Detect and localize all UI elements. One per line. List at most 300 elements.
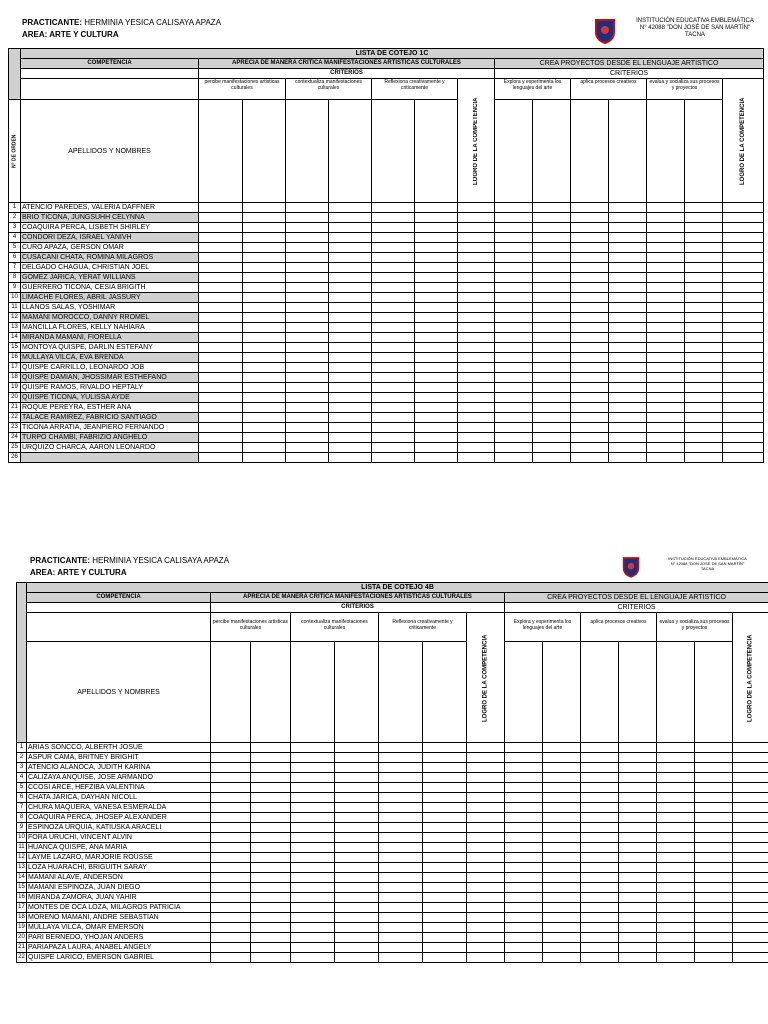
score-cell[interactable] [251, 933, 291, 943]
score-cell[interactable] [379, 883, 423, 893]
score-cell[interactable] [372, 343, 415, 353]
score-cell[interactable] [329, 263, 372, 273]
score-cell[interactable] [657, 763, 695, 773]
score-cell[interactable] [372, 223, 415, 233]
score-cell[interactable] [415, 323, 458, 333]
score-cell[interactable] [495, 283, 533, 293]
score-cell[interactable] [685, 443, 723, 453]
score-cell[interactable] [581, 833, 619, 843]
score-cell[interactable] [495, 393, 533, 403]
score-cell[interactable] [685, 353, 723, 363]
score-cell[interactable] [379, 853, 423, 863]
score-cell[interactable] [291, 813, 335, 823]
score-cell[interactable] [695, 823, 733, 833]
score-cell[interactable] [685, 263, 723, 273]
score-cell[interactable] [329, 253, 372, 263]
score-cell[interactable] [415, 303, 458, 313]
score-cell[interactable] [251, 893, 291, 903]
score-cell[interactable] [581, 793, 619, 803]
score-cell[interactable] [458, 283, 495, 293]
score-cell[interactable] [286, 443, 329, 453]
score-cell[interactable] [571, 453, 609, 463]
score-cell[interactable] [505, 793, 543, 803]
score-cell[interactable] [415, 273, 458, 283]
score-cell[interactable] [543, 873, 581, 883]
score-cell[interactable] [543, 953, 581, 963]
score-cell[interactable] [495, 293, 533, 303]
score-cell[interactable] [533, 213, 571, 223]
score-cell[interactable] [609, 343, 647, 353]
score-cell[interactable] [495, 223, 533, 233]
score-cell[interactable] [733, 873, 768, 883]
score-cell[interactable] [733, 863, 768, 873]
score-cell[interactable] [415, 413, 458, 423]
score-cell[interactable] [657, 813, 695, 823]
score-cell[interactable] [581, 823, 619, 833]
score-cell[interactable] [657, 883, 695, 893]
score-cell[interactable] [243, 323, 286, 333]
score-cell[interactable] [415, 443, 458, 453]
score-cell[interactable] [335, 933, 379, 943]
score-cell[interactable] [581, 803, 619, 813]
score-cell[interactable] [543, 823, 581, 833]
score-cell[interactable] [695, 903, 733, 913]
score-cell[interactable] [243, 413, 286, 423]
score-cell[interactable] [619, 783, 657, 793]
score-cell[interactable] [685, 343, 723, 353]
score-cell[interactable] [415, 423, 458, 433]
score-cell[interactable] [199, 433, 243, 443]
score-cell[interactable] [609, 303, 647, 313]
score-cell[interactable] [647, 303, 685, 313]
score-cell[interactable] [723, 433, 764, 443]
score-cell[interactable] [211, 833, 251, 843]
score-cell[interactable] [695, 863, 733, 873]
score-cell[interactable] [199, 313, 243, 323]
score-cell[interactable] [199, 333, 243, 343]
score-cell[interactable] [647, 233, 685, 243]
score-cell[interactable] [505, 813, 543, 823]
score-cell[interactable] [211, 843, 251, 853]
score-cell[interactable] [733, 903, 768, 913]
score-cell[interactable] [495, 443, 533, 453]
score-cell[interactable] [647, 283, 685, 293]
score-cell[interactable] [619, 933, 657, 943]
score-cell[interactable] [723, 393, 764, 403]
score-cell[interactable] [211, 883, 251, 893]
score-cell[interactable] [543, 913, 581, 923]
score-cell[interactable] [415, 353, 458, 363]
score-cell[interactable] [329, 433, 372, 443]
score-cell[interactable] [723, 383, 764, 393]
score-cell[interactable] [335, 763, 379, 773]
score-cell[interactable] [505, 763, 543, 773]
score-cell[interactable] [685, 383, 723, 393]
score-cell[interactable] [291, 943, 335, 953]
score-cell[interactable] [647, 343, 685, 353]
score-cell[interactable] [609, 313, 647, 323]
score-cell[interactable] [609, 403, 647, 413]
score-cell[interactable] [505, 843, 543, 853]
score-cell[interactable] [251, 883, 291, 893]
score-cell[interactable] [372, 433, 415, 443]
score-cell[interactable] [251, 793, 291, 803]
score-cell[interactable] [619, 793, 657, 803]
score-cell[interactable] [251, 743, 291, 753]
score-cell[interactable] [647, 413, 685, 423]
score-cell[interactable] [251, 873, 291, 883]
score-cell[interactable] [329, 313, 372, 323]
score-cell[interactable] [571, 353, 609, 363]
score-cell[interactable] [533, 223, 571, 233]
score-cell[interactable] [723, 373, 764, 383]
score-cell[interactable] [647, 423, 685, 433]
score-cell[interactable] [458, 353, 495, 363]
score-cell[interactable] [695, 813, 733, 823]
score-cell[interactable] [695, 853, 733, 863]
score-cell[interactable] [291, 743, 335, 753]
score-cell[interactable] [423, 883, 467, 893]
score-cell[interactable] [533, 403, 571, 413]
score-cell[interactable] [609, 353, 647, 363]
score-cell[interactable] [647, 203, 685, 213]
score-cell[interactable] [291, 913, 335, 923]
score-cell[interactable] [657, 743, 695, 753]
score-cell[interactable] [657, 923, 695, 933]
score-cell[interactable] [647, 403, 685, 413]
score-cell[interactable] [543, 853, 581, 863]
score-cell[interactable] [657, 903, 695, 913]
score-cell[interactable] [199, 293, 243, 303]
score-cell[interactable] [467, 883, 505, 893]
score-cell[interactable] [291, 923, 335, 933]
score-cell[interactable] [372, 393, 415, 403]
score-cell[interactable] [379, 773, 423, 783]
score-cell[interactable] [199, 303, 243, 313]
score-cell[interactable] [505, 913, 543, 923]
score-cell[interactable] [199, 413, 243, 423]
score-cell[interactable] [199, 453, 243, 463]
score-cell[interactable] [695, 883, 733, 893]
score-cell[interactable] [211, 853, 251, 863]
score-cell[interactable] [423, 803, 467, 813]
score-cell[interactable] [733, 883, 768, 893]
score-cell[interactable] [723, 253, 764, 263]
score-cell[interactable] [458, 263, 495, 273]
score-cell[interactable] [251, 863, 291, 873]
score-cell[interactable] [543, 763, 581, 773]
score-cell[interactable] [211, 873, 251, 883]
score-cell[interactable] [571, 313, 609, 323]
score-cell[interactable] [286, 353, 329, 363]
score-cell[interactable] [335, 813, 379, 823]
score-cell[interactable] [733, 793, 768, 803]
score-cell[interactable] [533, 343, 571, 353]
score-cell[interactable] [291, 823, 335, 833]
score-cell[interactable] [581, 933, 619, 943]
score-cell[interactable] [286, 323, 329, 333]
score-cell[interactable] [685, 313, 723, 323]
score-cell[interactable] [286, 453, 329, 463]
score-cell[interactable] [415, 243, 458, 253]
score-cell[interactable] [619, 873, 657, 883]
score-cell[interactable] [286, 213, 329, 223]
score-cell[interactable] [243, 383, 286, 393]
score-cell[interactable] [291, 863, 335, 873]
score-cell[interactable] [619, 853, 657, 863]
score-cell[interactable] [571, 283, 609, 293]
score-cell[interactable] [695, 793, 733, 803]
score-cell[interactable] [609, 213, 647, 223]
score-cell[interactable] [619, 803, 657, 813]
score-cell[interactable] [335, 853, 379, 863]
score-cell[interactable] [647, 253, 685, 263]
score-cell[interactable] [251, 923, 291, 933]
score-cell[interactable] [495, 253, 533, 263]
score-cell[interactable] [243, 233, 286, 243]
score-cell[interactable] [291, 893, 335, 903]
score-cell[interactable] [495, 403, 533, 413]
score-cell[interactable] [243, 283, 286, 293]
score-cell[interactable] [372, 273, 415, 283]
score-cell[interactable] [723, 273, 764, 283]
score-cell[interactable] [695, 783, 733, 793]
score-cell[interactable] [291, 793, 335, 803]
score-cell[interactable] [458, 393, 495, 403]
score-cell[interactable] [211, 773, 251, 783]
score-cell[interactable] [199, 253, 243, 263]
score-cell[interactable] [415, 283, 458, 293]
score-cell[interactable] [581, 893, 619, 903]
score-cell[interactable] [286, 303, 329, 313]
score-cell[interactable] [329, 443, 372, 453]
score-cell[interactable] [335, 773, 379, 783]
score-cell[interactable] [723, 233, 764, 243]
score-cell[interactable] [733, 943, 768, 953]
score-cell[interactable] [581, 883, 619, 893]
score-cell[interactable] [415, 333, 458, 343]
score-cell[interactable] [543, 863, 581, 873]
score-cell[interactable] [533, 253, 571, 263]
score-cell[interactable] [723, 263, 764, 273]
score-cell[interactable] [695, 943, 733, 953]
score-cell[interactable] [199, 383, 243, 393]
score-cell[interactable] [723, 213, 764, 223]
score-cell[interactable] [458, 323, 495, 333]
score-cell[interactable] [423, 813, 467, 823]
score-cell[interactable] [291, 883, 335, 893]
score-cell[interactable] [571, 423, 609, 433]
score-cell[interactable] [609, 293, 647, 303]
score-cell[interactable] [581, 903, 619, 913]
score-cell[interactable] [533, 233, 571, 243]
score-cell[interactable] [505, 923, 543, 933]
score-cell[interactable] [372, 413, 415, 423]
score-cell[interactable] [329, 213, 372, 223]
score-cell[interactable] [329, 393, 372, 403]
score-cell[interactable] [685, 253, 723, 263]
score-cell[interactable] [458, 203, 495, 213]
score-cell[interactable] [335, 783, 379, 793]
score-cell[interactable] [685, 363, 723, 373]
score-cell[interactable] [505, 893, 543, 903]
score-cell[interactable] [695, 923, 733, 933]
score-cell[interactable] [291, 873, 335, 883]
score-cell[interactable] [733, 853, 768, 863]
score-cell[interactable] [251, 763, 291, 773]
score-cell[interactable] [415, 343, 458, 353]
score-cell[interactable] [581, 753, 619, 763]
score-cell[interactable] [423, 753, 467, 763]
score-cell[interactable] [581, 773, 619, 783]
score-cell[interactable] [372, 313, 415, 323]
score-cell[interactable] [329, 383, 372, 393]
score-cell[interactable] [199, 363, 243, 373]
score-cell[interactable] [467, 813, 505, 823]
score-cell[interactable] [505, 853, 543, 863]
score-cell[interactable] [251, 753, 291, 763]
score-cell[interactable] [415, 403, 458, 413]
score-cell[interactable] [571, 203, 609, 213]
score-cell[interactable] [458, 363, 495, 373]
score-cell[interactable] [685, 233, 723, 243]
score-cell[interactable] [647, 243, 685, 253]
score-cell[interactable] [379, 933, 423, 943]
score-cell[interactable] [685, 433, 723, 443]
score-cell[interactable] [571, 433, 609, 443]
score-cell[interactable] [243, 293, 286, 303]
score-cell[interactable] [733, 893, 768, 903]
score-cell[interactable] [505, 783, 543, 793]
score-cell[interactable] [415, 433, 458, 443]
score-cell[interactable] [581, 913, 619, 923]
score-cell[interactable] [619, 953, 657, 963]
score-cell[interactable] [286, 293, 329, 303]
score-cell[interactable] [423, 853, 467, 863]
score-cell[interactable] [415, 263, 458, 273]
score-cell[interactable] [458, 273, 495, 283]
score-cell[interactable] [423, 913, 467, 923]
score-cell[interactable] [291, 833, 335, 843]
score-cell[interactable] [415, 393, 458, 403]
score-cell[interactable] [199, 373, 243, 383]
score-cell[interactable] [379, 943, 423, 953]
score-cell[interactable] [571, 443, 609, 453]
score-cell[interactable] [543, 943, 581, 953]
score-cell[interactable] [379, 783, 423, 793]
score-cell[interactable] [723, 453, 764, 463]
score-cell[interactable] [335, 753, 379, 763]
score-cell[interactable] [723, 413, 764, 423]
score-cell[interactable] [647, 273, 685, 283]
score-cell[interactable] [495, 333, 533, 343]
score-cell[interactable] [581, 853, 619, 863]
score-cell[interactable] [619, 883, 657, 893]
score-cell[interactable] [733, 833, 768, 843]
score-cell[interactable] [495, 233, 533, 243]
score-cell[interactable] [379, 893, 423, 903]
score-cell[interactable] [685, 373, 723, 383]
score-cell[interactable] [533, 273, 571, 283]
score-cell[interactable] [335, 913, 379, 923]
score-cell[interactable] [291, 783, 335, 793]
score-cell[interactable] [619, 913, 657, 923]
score-cell[interactable] [685, 303, 723, 313]
score-cell[interactable] [657, 863, 695, 873]
score-cell[interactable] [458, 233, 495, 243]
score-cell[interactable] [335, 943, 379, 953]
score-cell[interactable] [619, 923, 657, 933]
score-cell[interactable] [286, 233, 329, 243]
score-cell[interactable] [211, 813, 251, 823]
score-cell[interactable] [286, 403, 329, 413]
score-cell[interactable] [733, 923, 768, 933]
score-cell[interactable] [647, 333, 685, 343]
score-cell[interactable] [199, 243, 243, 253]
score-cell[interactable] [609, 253, 647, 263]
score-cell[interactable] [335, 863, 379, 873]
score-cell[interactable] [723, 203, 764, 213]
score-cell[interactable] [533, 433, 571, 443]
score-cell[interactable] [571, 383, 609, 393]
score-cell[interactable] [467, 753, 505, 763]
score-cell[interactable] [467, 803, 505, 813]
score-cell[interactable] [647, 263, 685, 273]
score-cell[interactable] [199, 423, 243, 433]
score-cell[interactable] [609, 283, 647, 293]
score-cell[interactable] [379, 873, 423, 883]
score-cell[interactable] [543, 923, 581, 933]
score-cell[interactable] [581, 763, 619, 773]
score-cell[interactable] [609, 433, 647, 443]
score-cell[interactable] [619, 753, 657, 763]
score-cell[interactable] [695, 803, 733, 813]
score-cell[interactable] [723, 343, 764, 353]
score-cell[interactable] [458, 433, 495, 443]
score-cell[interactable] [495, 213, 533, 223]
score-cell[interactable] [609, 443, 647, 453]
score-cell[interactable] [685, 413, 723, 423]
score-cell[interactable] [291, 903, 335, 913]
score-cell[interactable] [495, 323, 533, 333]
score-cell[interactable] [286, 243, 329, 253]
score-cell[interactable] [286, 393, 329, 403]
score-cell[interactable] [372, 213, 415, 223]
score-cell[interactable] [505, 943, 543, 953]
score-cell[interactable] [723, 303, 764, 313]
score-cell[interactable] [657, 853, 695, 863]
score-cell[interactable] [199, 273, 243, 283]
score-cell[interactable] [619, 843, 657, 853]
score-cell[interactable] [685, 203, 723, 213]
score-cell[interactable] [379, 913, 423, 923]
score-cell[interactable] [335, 923, 379, 933]
score-cell[interactable] [685, 243, 723, 253]
score-cell[interactable] [243, 273, 286, 283]
score-cell[interactable] [372, 423, 415, 433]
score-cell[interactable] [495, 383, 533, 393]
score-cell[interactable] [458, 303, 495, 313]
score-cell[interactable] [543, 833, 581, 843]
score-cell[interactable] [243, 423, 286, 433]
score-cell[interactable] [372, 203, 415, 213]
score-cell[interactable] [581, 843, 619, 853]
score-cell[interactable] [685, 293, 723, 303]
score-cell[interactable] [685, 393, 723, 403]
score-cell[interactable] [211, 953, 251, 963]
score-cell[interactable] [657, 843, 695, 853]
score-cell[interactable] [581, 923, 619, 933]
